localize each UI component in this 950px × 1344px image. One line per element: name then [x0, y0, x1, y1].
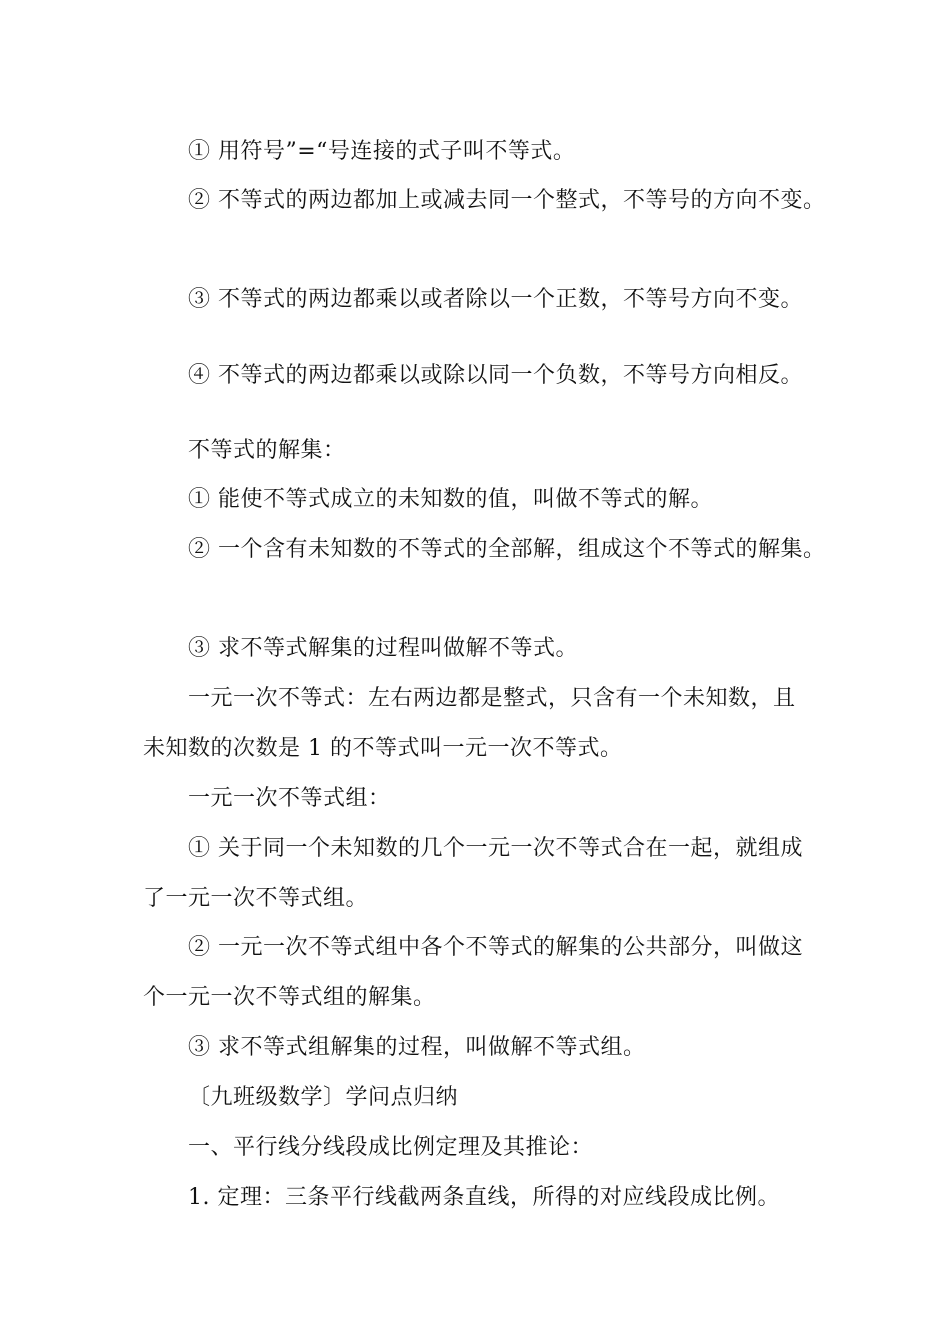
paragraph-line: 未知数的次数是 1 的不等式叫一元一次不等式。	[143, 736, 623, 761]
paragraph-line: ③ 求不等式解集的过程叫做解不等式。	[188, 636, 578, 661]
paragraph-line: ② 不等式的两边都加上或减去同一个整式，不等号的方向不变。	[188, 188, 826, 213]
paragraph-line: ② 一元一次不等式组中各个不等式的解集的公共部分，叫做这	[188, 935, 803, 960]
section-heading: 〔九班级数学〕学问点归纳	[188, 1085, 459, 1110]
paragraph-line: ③ 求不等式组解集的过程，叫做解不等式组。	[188, 1035, 646, 1060]
paragraph-line: ② 一个含有未知数的不等式的全部解，组成这个不等式的解集。	[188, 537, 826, 562]
section-heading: 一、平行线分线段成比例定理及其推论：	[188, 1135, 594, 1160]
section-heading: 不等式的解集：	[188, 438, 346, 463]
section-heading: 一元一次不等式组：	[188, 786, 391, 811]
paragraph-line: ④ 不等式的两边都乘以或除以同一个负数，不等号方向相反。	[188, 363, 803, 388]
paragraph-line: ③ 不等式的两边都乘以或者除以一个正数，不等号方向不变。	[188, 287, 803, 312]
paragraph-line: 1. 定理：三条平行线截两条直线，所得的对应线段成比例。	[188, 1185, 780, 1210]
paragraph-line: 一元一次不等式：左右两边都是整式，只含有一个未知数，且	[188, 686, 796, 711]
paragraph-line: 个一元一次不等式组的解集。	[143, 985, 436, 1010]
paragraph-line: ① 关于同一个未知数的几个一元一次不等式合在一起，就组成	[188, 836, 803, 861]
paragraph-line: ① 用符号”=“号连接的式子叫不等式。	[188, 139, 576, 164]
paragraph-line: 了一元一次不等式组。	[143, 886, 369, 911]
paragraph-line: ① 能使不等式成立的未知数的值，叫做不等式的解。	[188, 487, 713, 512]
